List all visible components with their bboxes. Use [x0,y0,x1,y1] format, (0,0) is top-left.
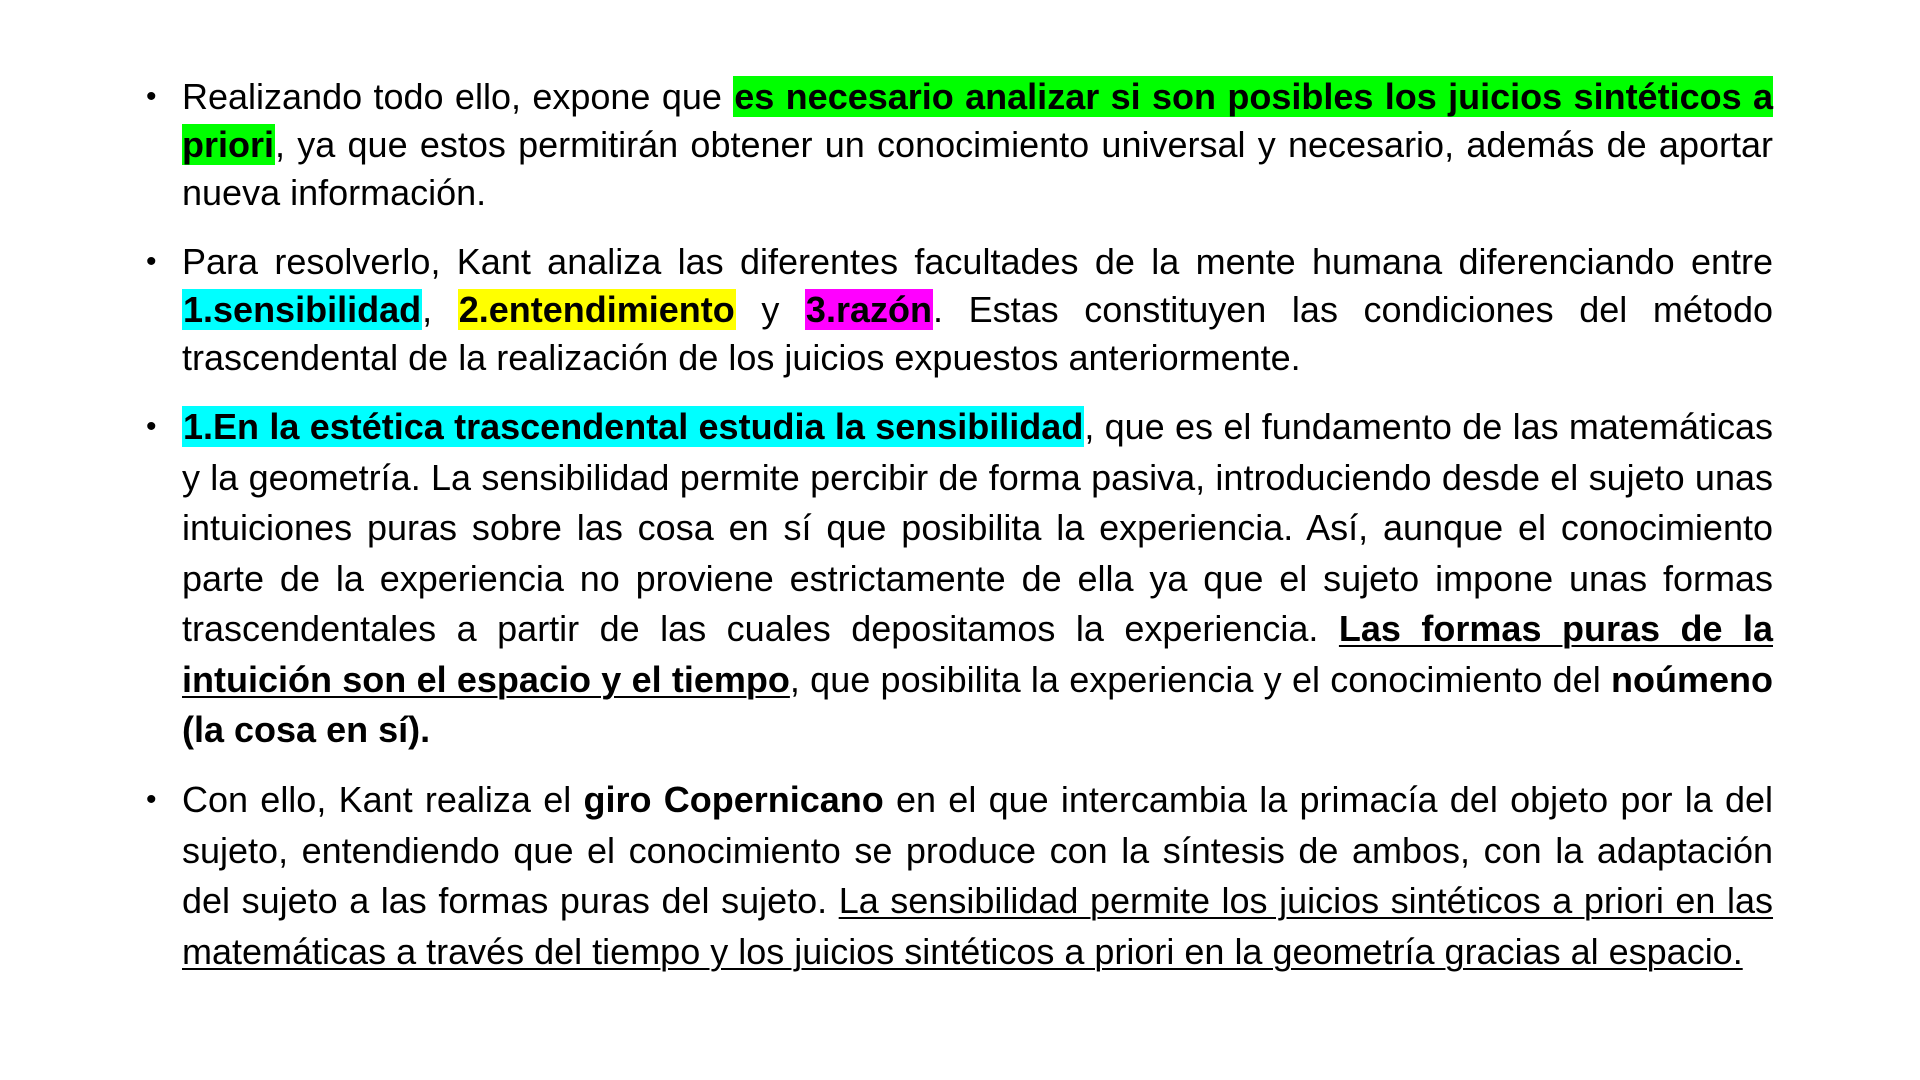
text-segment: y [735,289,805,330]
highlight-razon: 3.razón [805,289,932,330]
bullet-icon: • [146,410,157,443]
bullet-item-estetica [146,402,1773,756]
text-segment: , ya que estos permitirán obtener un conocimiento universal y necesario, además de aportar nueva información. [182,124,1773,213]
text-segment: . Estas constituyen las condiciones del método trascendental de la realización de los juicios expuestos anteriormente. [182,289,1773,378]
bold-giro-copernicano: giro Copernicano [583,779,884,820]
highlight-green: es necesario analizar si son posibles los juicios sintéticos a priori [182,76,1773,165]
bullet-icon: • [146,783,157,816]
text-segment: en el que intercambia la primacía del objeto por la del sujeto, entendiendo que el conocimiento se produce con la síntesis de ambos, con la adaptación del sujeto a las formas puras del sujeto. [182,779,1773,921]
text-segment: Para resolverlo, Kant analiza las diferentes facultades de la mente humana diferenciando entre [182,241,1773,282]
underline-sensibilidad-juicios: La sensibilidad permite los juicios sintéticos a priori en las matemáticas a través del tiempo y los juicios sintéticos a priori en la geometría gracias al espacio. [182,880,1774,972]
bullet-item-juicios [146,73,1773,217]
highlight-estetica: 1.En la estética trascendental estudia la sensibilidad [183,406,1084,447]
highlight-sensibilidad: 1.sensibilidad [183,289,422,330]
highlight-entendimiento: 2.entendimiento [458,289,735,330]
text-segment: , [422,289,458,330]
bullet-icon: • [146,80,157,113]
text-segment: , que es el fundamento de las matemáticas y la geometría. La sensibilidad permite percibir de forma pasiva, introduciendo desde el sujeto unas intuiciones puras sobre las cosa en sí que posibilita la experiencia. Así, aunque el conocimiento parte de la experiencia no proviene estrictamente de ella ya que el sujeto impone unas formas trascendentales a partir de las cuales depositamos la experiencia. [182,406,1773,649]
bullet-item-facultades [146,238,1773,382]
bold-underline-formas-puras: Las formas puras de la intuición son el espacio y el tiempo [182,608,1773,700]
bullet-icon: • [146,245,157,278]
bullet-item-giro-copernicano [146,775,1774,977]
text-segment: , que posibilita la experiencia y el conocimiento del [789,658,1611,700]
text-segment: Realizando todo ello, expone que [182,76,734,117]
text-segment: Con ello, Kant realiza el [182,779,584,820]
bold-noumeno: noúmeno (la cosa en sí). [182,658,1773,750]
